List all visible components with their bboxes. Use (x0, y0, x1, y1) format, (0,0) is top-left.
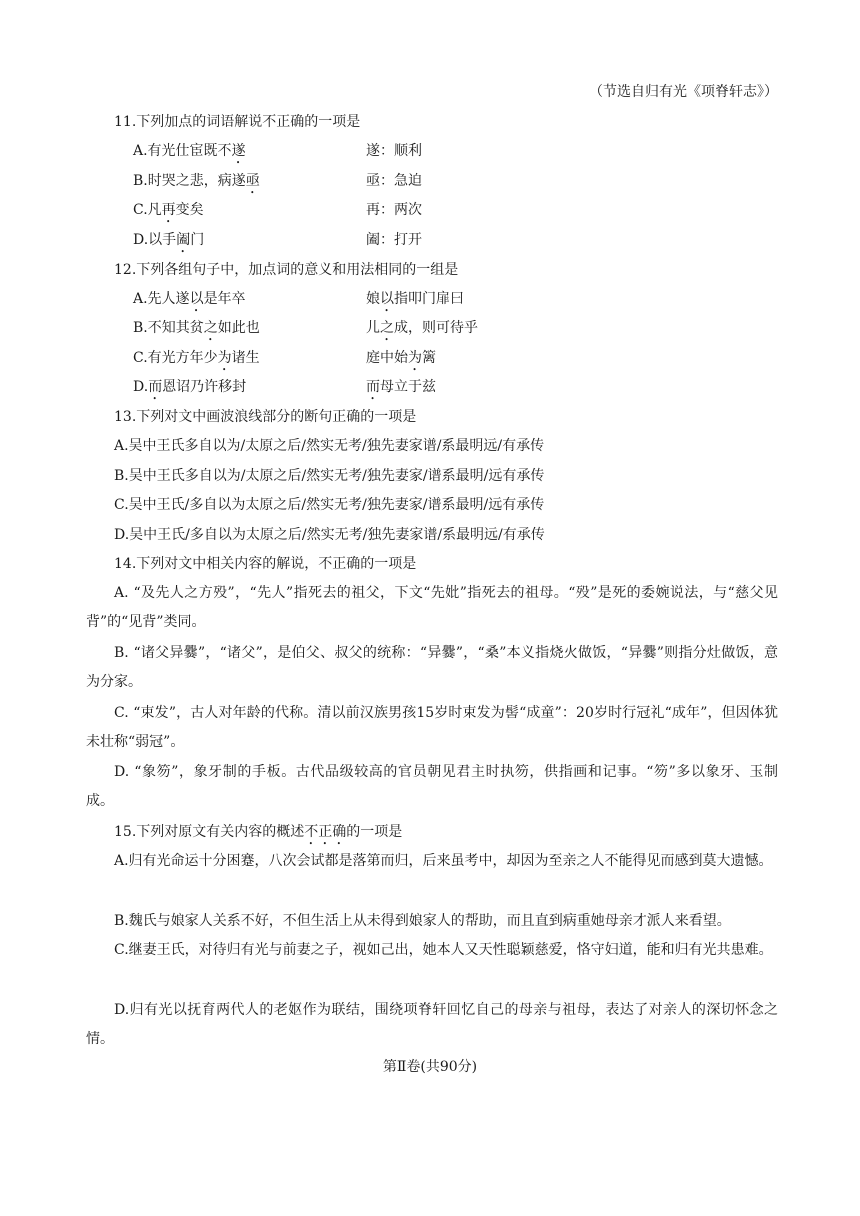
question-11-option-b: B.时哭之悲，病遂亟 (133, 173, 260, 189)
question-12-option-c: C.有光方年少为诸生 (133, 350, 260, 366)
question-12-stem: 12.下列各组句子中，加点词的意义和用法相同的一组是 (114, 262, 459, 278)
question-12-option-b: B.不知其贫之如此也 (133, 320, 260, 336)
source-citation: （节选自归有光《项脊轩志》） (589, 84, 778, 100)
question-11-option-c-note: 再：两次 (366, 202, 422, 218)
question-11-option-d-note: 阖：打开 (366, 232, 422, 248)
question-12-option-c-pair: 庭中始为篱 (366, 350, 436, 366)
section-title: 第Ⅱ卷(共90分) (382, 1059, 478, 1075)
question-11-option-c: C.凡再变矣 (133, 202, 204, 218)
question-14-option-d: D. “象笏”，象牙制的手板。古代品级较高的官员朝见君主时执笏，供指画和记事。“笏”多以象牙、玉制成。 (86, 764, 778, 809)
question-15-option-d: D.归有光以抚育两代人的老妪作为联结，围绕项脊轩回忆自己的母亲与祖母，表达了对亲人的深切怀念之情。 (86, 1002, 778, 1047)
question-11-option-a-note: 遂：顺利 (366, 143, 422, 159)
question-15-option-b: B.魏氏与娘家人关系不好，不但生活上从未得到娘家人的帮助，而且直到病重她母亲才派人来看望。 (114, 913, 731, 929)
question-13-option-b: B.吴中王氏多自以为/太原之后/然实无考/独先妻家/谱系最明/远有承传 (114, 468, 545, 484)
question-11-option-b-note: 亟：急迫 (366, 173, 422, 189)
question-11-option-d: D.以手阖门 (133, 232, 205, 248)
question-12-option-b-pair: 儿之成，则可待乎 (366, 320, 478, 336)
question-14-stem: 14.下列对文中相关内容的解说，不正确的一项是 (114, 556, 417, 572)
question-14-option-c: C. “束发”，古人对年龄的代称。清以前汉族男孩15岁时束发为髻“成童”：20岁时行冠礼“成年”，但因体犹未壮称“弱冠”。 (86, 705, 779, 750)
question-11-stem: 11.下列加点的词语解说不正确的一项是 (114, 114, 361, 130)
question-13-option-d: D.吴中王氏/多自以为太原之后/然实无考/独先妻家谱/系最明远/有承传 (114, 527, 545, 543)
question-12-option-a-pair: 娘以指叩门扉曰 (366, 291, 464, 307)
question-14-option-b: B. “诸父异爨”，“诸父”，是伯父、叔父的统称：“异爨”，“桑”本义指烧火做饭，“异爨”则指分灶做饭，意为分家。 (86, 645, 778, 690)
question-15-option-c: C.继妻王氏，对待归有光与前妻之子，视如己出，她本人又天性聪颖慈爱，恪守妇道，能和归有光共患难。 (114, 942, 773, 958)
question-15-option-a: A.归有光命运十分困蹇，八次会试都是落第而归，后来虽考中，却因为至亲之人不能得见而感到莫大遗憾。 (114, 853, 773, 869)
question-12-option-d: D.而恩诏乃许移封 (133, 379, 247, 395)
question-13-option-c: C.吴中王氏/多自以为太原之后/然实无考/独先妻家/谱系最明/远有承传 (114, 497, 545, 513)
question-13-option-a: A.吴中王氏多自以为/太原之后/然实无考/独先妻家谱/系最明远/有承传 (114, 438, 545, 454)
question-14-option-a: A. “及先人之方殁”，“先人”指死去的祖父，下文“先妣”指死去的祖母。“殁”是死的委婉说法，与“慈父见背”的“见背”类同。 (86, 585, 778, 630)
question-11-option-a: A.有光仕宦既不遂 (133, 143, 246, 159)
question-12-option-d-pair: 而母立于兹 (366, 379, 436, 395)
question-13-stem: 13.下列对文中画波浪线部分的断句正确的一项是 (114, 409, 417, 425)
question-15-stem: 15.下列对原文有关内容的概述不正确的一项是 (114, 824, 403, 840)
question-12-option-a: A.先人遂以是年卒 (133, 291, 246, 307)
